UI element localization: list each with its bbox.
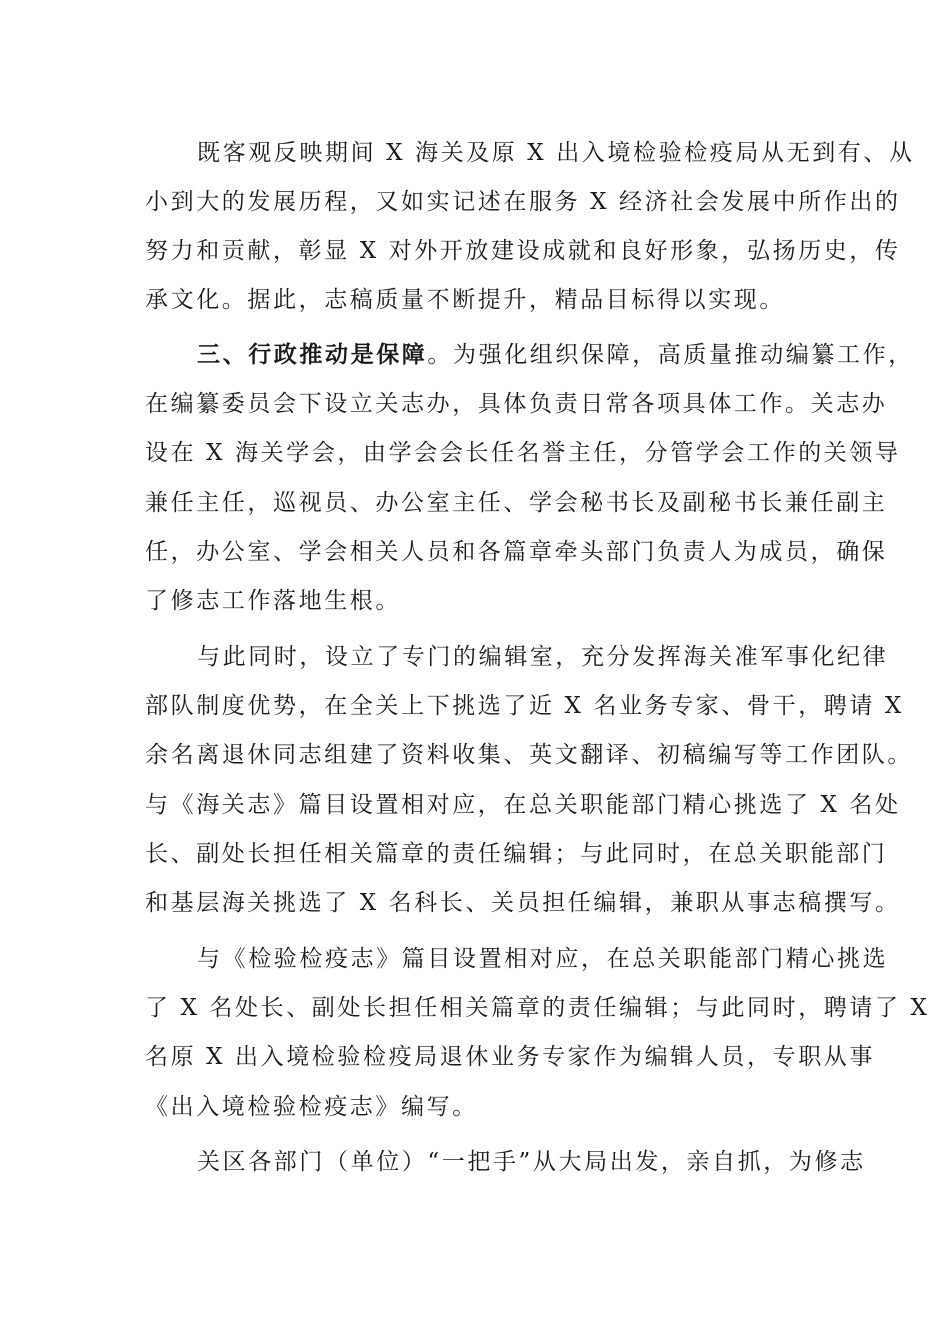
paragraph-line: 《出入境检验检疫志》编写。	[145, 1094, 478, 1120]
section-heading-line	[197, 340, 914, 370]
paragraph-line: 努力和贡献，彰显 X 对外开放建设成就和良好形象，弘扬历史，传	[145, 238, 901, 264]
paragraph-line: 承文化。据此，志稿质量不断提升，精品目标得以实现。	[145, 287, 785, 313]
paragraph-line: 了 X 名处长、副处长担任相关篇章的责任编辑；与此同时，聘请了 X	[145, 995, 930, 1021]
paragraph-line: 设在 X 海关学会，由学会会长任名誉主任，分管学会工作的关领导	[145, 440, 901, 466]
paragraph-line: 关区各部门（单位）“一把手”从大局出发，亲自抓，为修志	[197, 1149, 866, 1175]
paragraph-line: 与《检验检疫志》篇目设置相对应，在总关职能部门精心挑选	[197, 946, 889, 972]
paragraph-line: 名原 X 出入境检验检疫局退休业务专家作为编辑人员，专职从事	[145, 1044, 875, 1070]
paragraph-line: 任，办公室、学会相关人员和各篇章牵头部门负责人为成员，确保	[145, 539, 888, 565]
paragraph-line: 了修志工作落地生根。	[145, 588, 401, 614]
paragraph-text: 。为强化组织保障，高质量推动编纂工作，	[427, 342, 914, 368]
paragraph-line: 与《海关志》篇目设置相对应，在总关职能部门精心挑选了 X 名处	[145, 792, 901, 818]
paragraph-line: 既客观反映期间 X 海关及原 X 出入境检验检疫局从无到有、从	[197, 140, 915, 166]
paragraph-line: 部队制度优势，在全关上下挑选了近 X 名业务专家、骨干，聘请 X	[145, 693, 904, 719]
paragraph-line: 在编纂委员会下设立关志办，具体负责日常各项具体工作。关志办	[145, 391, 888, 417]
section-heading: 三、行政推动是保障	[197, 341, 428, 368]
paragraph-line: 小到大的发展历程，又如实记述在服务 X 经济社会发展中所作出的	[145, 189, 901, 215]
paragraph-line: 余名离退休同志组建了资料收集、英文翻译、初稿编写等工作团队。	[145, 742, 913, 768]
paragraph-line: 兼任主任，巡视员、办公室主任、学会秘书长及副秘书长兼任副主	[145, 490, 888, 516]
paragraph-line: 和基层海关挑选了 X 名科长、关员担任编辑，兼职从事志稿撰写。	[145, 890, 901, 916]
paragraph-line: 长、副处长担任相关篇章的责任编辑；与此同时，在总关职能部门	[145, 841, 888, 867]
paragraph-line: 与此同时，设立了专门的编辑室，充分发挥海关准军事化纪律	[197, 644, 889, 670]
